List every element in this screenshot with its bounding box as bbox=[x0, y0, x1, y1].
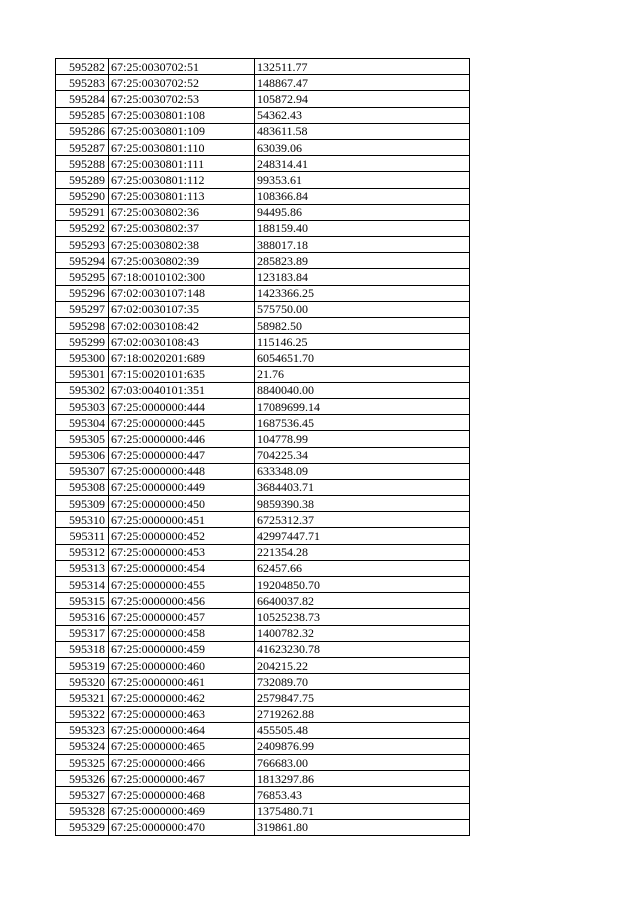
cadastral-number-cell: 67:25:0000000:466 bbox=[109, 755, 255, 771]
cadastral-number-cell: 67:25:0000000:460 bbox=[109, 657, 255, 673]
value-cell: 9859390.38 bbox=[255, 496, 470, 512]
row-number-cell: 595310 bbox=[56, 512, 109, 528]
cadastral-number-cell: 67:25:0000000:447 bbox=[109, 447, 255, 463]
value-cell: 1687536.45 bbox=[255, 415, 470, 431]
table-row bbox=[56, 188, 470, 204]
cadastral-number-cell: 67:25:0000000:470 bbox=[109, 819, 255, 835]
row-number-cell: 595289 bbox=[56, 172, 109, 188]
table-row bbox=[56, 528, 470, 544]
cadastral-number-cell: 67:25:0030801:110 bbox=[109, 139, 255, 155]
cadastral-number-cell: 67:25:0000000:465 bbox=[109, 738, 255, 754]
cadastral-number-cell: 67:25:0000000:453 bbox=[109, 544, 255, 560]
row-number-cell: 595282 bbox=[56, 59, 109, 75]
row-number-cell: 595328 bbox=[56, 803, 109, 819]
table-row bbox=[56, 722, 470, 738]
cadastral-number-cell: 67:25:0030801:109 bbox=[109, 123, 255, 139]
cadastral-number-cell: 67:25:0000000:454 bbox=[109, 560, 255, 576]
row-number-cell: 595317 bbox=[56, 625, 109, 641]
row-number-cell: 595321 bbox=[56, 690, 109, 706]
cadastral-number-cell: 67:25:0000000:467 bbox=[109, 771, 255, 787]
row-number-cell: 595294 bbox=[56, 253, 109, 269]
row-number-cell: 595297 bbox=[56, 301, 109, 317]
value-cell: 188159.40 bbox=[255, 220, 470, 236]
cadastral-number-cell: 67:25:0000000:462 bbox=[109, 690, 255, 706]
table-row bbox=[56, 706, 470, 722]
row-number-cell: 595305 bbox=[56, 431, 109, 447]
table-row bbox=[56, 463, 470, 479]
row-number-cell: 595302 bbox=[56, 382, 109, 398]
value-cell: 148867.47 bbox=[255, 75, 470, 91]
data-table bbox=[55, 58, 470, 836]
value-cell: 483611.58 bbox=[255, 123, 470, 139]
value-cell: 388017.18 bbox=[255, 237, 470, 253]
table-row bbox=[56, 204, 470, 220]
table-row bbox=[56, 156, 470, 172]
value-cell: 1400782.32 bbox=[255, 625, 470, 641]
row-number-cell: 595319 bbox=[56, 657, 109, 673]
table-row bbox=[56, 237, 470, 253]
value-cell: 2579847.75 bbox=[255, 690, 470, 706]
cadastral-number-cell: 67:25:0030802:39 bbox=[109, 253, 255, 269]
value-cell: 115146.25 bbox=[255, 334, 470, 350]
row-number-cell: 595292 bbox=[56, 220, 109, 236]
value-cell: 766683.00 bbox=[255, 755, 470, 771]
table-row bbox=[56, 253, 470, 269]
row-number-cell: 595286 bbox=[56, 123, 109, 139]
value-cell: 575750.00 bbox=[255, 301, 470, 317]
row-number-cell: 595326 bbox=[56, 771, 109, 787]
row-number-cell: 595291 bbox=[56, 204, 109, 220]
cadastral-number-cell: 67:25:0030801:108 bbox=[109, 107, 255, 123]
table-row bbox=[56, 787, 470, 803]
value-cell: 54362.43 bbox=[255, 107, 470, 123]
cadastral-number-cell: 67:25:0000000:459 bbox=[109, 641, 255, 657]
row-number-cell: 595313 bbox=[56, 560, 109, 576]
value-cell: 62457.66 bbox=[255, 560, 470, 576]
row-number-cell: 595295 bbox=[56, 269, 109, 285]
row-number-cell: 595324 bbox=[56, 738, 109, 754]
table-row bbox=[56, 512, 470, 528]
cadastral-number-cell: 67:25:0000000:464 bbox=[109, 722, 255, 738]
row-number-cell: 595307 bbox=[56, 463, 109, 479]
row-number-cell: 595312 bbox=[56, 544, 109, 560]
table-row bbox=[56, 803, 470, 819]
value-cell: 1375480.71 bbox=[255, 803, 470, 819]
row-number-cell: 595296 bbox=[56, 285, 109, 301]
row-number-cell: 595315 bbox=[56, 593, 109, 609]
value-cell: 732089.70 bbox=[255, 674, 470, 690]
cadastral-number-cell: 67:02:0030108:43 bbox=[109, 334, 255, 350]
value-cell: 319861.80 bbox=[255, 819, 470, 835]
row-number-cell: 595283 bbox=[56, 75, 109, 91]
row-number-cell: 595323 bbox=[56, 722, 109, 738]
table-row bbox=[56, 318, 470, 334]
cadastral-number-cell: 67:18:0020201:689 bbox=[109, 350, 255, 366]
table-row bbox=[56, 123, 470, 139]
cadastral-number-cell: 67:25:0030801:112 bbox=[109, 172, 255, 188]
value-cell: 6054651.70 bbox=[255, 350, 470, 366]
cadastral-number-cell: 67:25:0000000:457 bbox=[109, 609, 255, 625]
value-cell: 58982.50 bbox=[255, 318, 470, 334]
value-cell: 76853.43 bbox=[255, 787, 470, 803]
table-row bbox=[56, 285, 470, 301]
value-cell: 221354.28 bbox=[255, 544, 470, 560]
table-row bbox=[56, 674, 470, 690]
table-row bbox=[56, 755, 470, 771]
value-cell: 455505.48 bbox=[255, 722, 470, 738]
table-row bbox=[56, 657, 470, 673]
cadastral-number-cell: 67:25:0000000:445 bbox=[109, 415, 255, 431]
row-number-cell: 595284 bbox=[56, 91, 109, 107]
table-row bbox=[56, 366, 470, 382]
table-row bbox=[56, 301, 470, 317]
value-cell: 108366.84 bbox=[255, 188, 470, 204]
cadastral-number-cell: 67:25:0030802:36 bbox=[109, 204, 255, 220]
row-number-cell: 595306 bbox=[56, 447, 109, 463]
row-number-cell: 595311 bbox=[56, 528, 109, 544]
table-row bbox=[56, 382, 470, 398]
table-row bbox=[56, 398, 470, 414]
value-cell: 105872.94 bbox=[255, 91, 470, 107]
cadastral-number-cell: 67:25:0000000:446 bbox=[109, 431, 255, 447]
cadastral-number-cell: 67:25:0000000:468 bbox=[109, 787, 255, 803]
table-row bbox=[56, 269, 470, 285]
row-number-cell: 595320 bbox=[56, 674, 109, 690]
cadastral-number-cell: 67:25:0000000:455 bbox=[109, 577, 255, 593]
table-row bbox=[56, 819, 470, 835]
value-cell: 2409876.99 bbox=[255, 738, 470, 754]
row-number-cell: 595308 bbox=[56, 479, 109, 495]
table-row bbox=[56, 75, 470, 91]
cadastral-number-cell: 67:25:0000000:463 bbox=[109, 706, 255, 722]
table-row bbox=[56, 172, 470, 188]
row-number-cell: 595322 bbox=[56, 706, 109, 722]
row-number-cell: 595309 bbox=[56, 496, 109, 512]
value-cell: 204215.22 bbox=[255, 657, 470, 673]
row-number-cell: 595290 bbox=[56, 188, 109, 204]
cadastral-number-cell: 67:18:0010102:300 bbox=[109, 269, 255, 285]
row-number-cell: 595288 bbox=[56, 156, 109, 172]
table-row bbox=[56, 415, 470, 431]
table-row bbox=[56, 609, 470, 625]
row-number-cell: 595287 bbox=[56, 139, 109, 155]
row-number-cell: 595293 bbox=[56, 237, 109, 253]
table-row bbox=[56, 350, 470, 366]
row-number-cell: 595299 bbox=[56, 334, 109, 350]
cadastral-number-cell: 67:25:0030702:53 bbox=[109, 91, 255, 107]
cadastral-number-cell: 67:25:0000000:452 bbox=[109, 528, 255, 544]
value-cell: 17089699.14 bbox=[255, 398, 470, 414]
table-row bbox=[56, 560, 470, 576]
cadastral-number-cell: 67:25:0030801:111 bbox=[109, 156, 255, 172]
cadastral-number-cell: 67:25:0030702:51 bbox=[109, 59, 255, 75]
value-cell: 1423366.25 bbox=[255, 285, 470, 301]
cadastral-number-cell: 67:25:0000000:450 bbox=[109, 496, 255, 512]
value-cell: 3684403.71 bbox=[255, 479, 470, 495]
table-body bbox=[56, 59, 470, 836]
cadastral-number-cell: 67:25:0000000:456 bbox=[109, 593, 255, 609]
value-cell: 41623230.78 bbox=[255, 641, 470, 657]
cadastral-number-cell: 67:25:0000000:458 bbox=[109, 625, 255, 641]
row-number-cell: 595298 bbox=[56, 318, 109, 334]
cadastral-number-cell: 67:25:0000000:469 bbox=[109, 803, 255, 819]
table-row bbox=[56, 447, 470, 463]
cadastral-number-cell: 67:02:0030107:148 bbox=[109, 285, 255, 301]
cadastral-number-cell: 67:25:0030702:52 bbox=[109, 75, 255, 91]
table-row bbox=[56, 334, 470, 350]
value-cell: 633348.09 bbox=[255, 463, 470, 479]
table-row bbox=[56, 771, 470, 787]
cadastral-number-cell: 67:02:0030107:35 bbox=[109, 301, 255, 317]
table-row bbox=[56, 91, 470, 107]
value-cell: 10525238.73 bbox=[255, 609, 470, 625]
table-row bbox=[56, 690, 470, 706]
table-row bbox=[56, 220, 470, 236]
value-cell: 248314.41 bbox=[255, 156, 470, 172]
table-row bbox=[56, 496, 470, 512]
row-number-cell: 595314 bbox=[56, 577, 109, 593]
value-cell: 63039.06 bbox=[255, 139, 470, 155]
row-number-cell: 595301 bbox=[56, 366, 109, 382]
cadastral-number-cell: 67:25:0000000:444 bbox=[109, 398, 255, 414]
value-cell: 704225.34 bbox=[255, 447, 470, 463]
row-number-cell: 595300 bbox=[56, 350, 109, 366]
value-cell: 99353.61 bbox=[255, 172, 470, 188]
table-row bbox=[56, 593, 470, 609]
row-number-cell: 595303 bbox=[56, 398, 109, 414]
row-number-cell: 595329 bbox=[56, 819, 109, 835]
cadastral-number-cell: 67:03:0040101:351 bbox=[109, 382, 255, 398]
row-number-cell: 595285 bbox=[56, 107, 109, 123]
row-number-cell: 595327 bbox=[56, 787, 109, 803]
value-cell: 285823.89 bbox=[255, 253, 470, 269]
cadastral-number-cell: 67:02:0030108:42 bbox=[109, 318, 255, 334]
row-number-cell: 595318 bbox=[56, 641, 109, 657]
cadastral-number-cell: 67:25:0000000:448 bbox=[109, 463, 255, 479]
table-row bbox=[56, 577, 470, 593]
value-cell: 94495.86 bbox=[255, 204, 470, 220]
cadastral-number-cell: 67:25:0000000:449 bbox=[109, 479, 255, 495]
value-cell: 1813297.86 bbox=[255, 771, 470, 787]
value-cell: 42997447.71 bbox=[255, 528, 470, 544]
cadastral-number-cell: 67:25:0030801:113 bbox=[109, 188, 255, 204]
value-cell: 6640037.82 bbox=[255, 593, 470, 609]
row-number-cell: 595304 bbox=[56, 415, 109, 431]
table-row bbox=[56, 625, 470, 641]
table-row bbox=[56, 59, 470, 75]
value-cell: 6725312.37 bbox=[255, 512, 470, 528]
value-cell: 123183.84 bbox=[255, 269, 470, 285]
row-number-cell: 595316 bbox=[56, 609, 109, 625]
cadastral-number-cell: 67:15:0020101:635 bbox=[109, 366, 255, 382]
table-row bbox=[56, 738, 470, 754]
value-cell: 19204850.70 bbox=[255, 577, 470, 593]
table-row bbox=[56, 544, 470, 560]
table-row bbox=[56, 431, 470, 447]
value-cell: 104778.99 bbox=[255, 431, 470, 447]
table-row bbox=[56, 139, 470, 155]
table-row bbox=[56, 479, 470, 495]
cadastral-number-cell: 67:25:0000000:461 bbox=[109, 674, 255, 690]
value-cell: 8840040.00 bbox=[255, 382, 470, 398]
cadastral-number-cell: 67:25:0000000:451 bbox=[109, 512, 255, 528]
value-cell: 132511.77 bbox=[255, 59, 470, 75]
value-cell: 2719262.88 bbox=[255, 706, 470, 722]
table-row bbox=[56, 641, 470, 657]
value-cell: 21.76 bbox=[255, 366, 470, 382]
row-number-cell: 595325 bbox=[56, 755, 109, 771]
cadastral-number-cell: 67:25:0030802:38 bbox=[109, 237, 255, 253]
table-row bbox=[56, 107, 470, 123]
cadastral-number-cell: 67:25:0030802:37 bbox=[109, 220, 255, 236]
